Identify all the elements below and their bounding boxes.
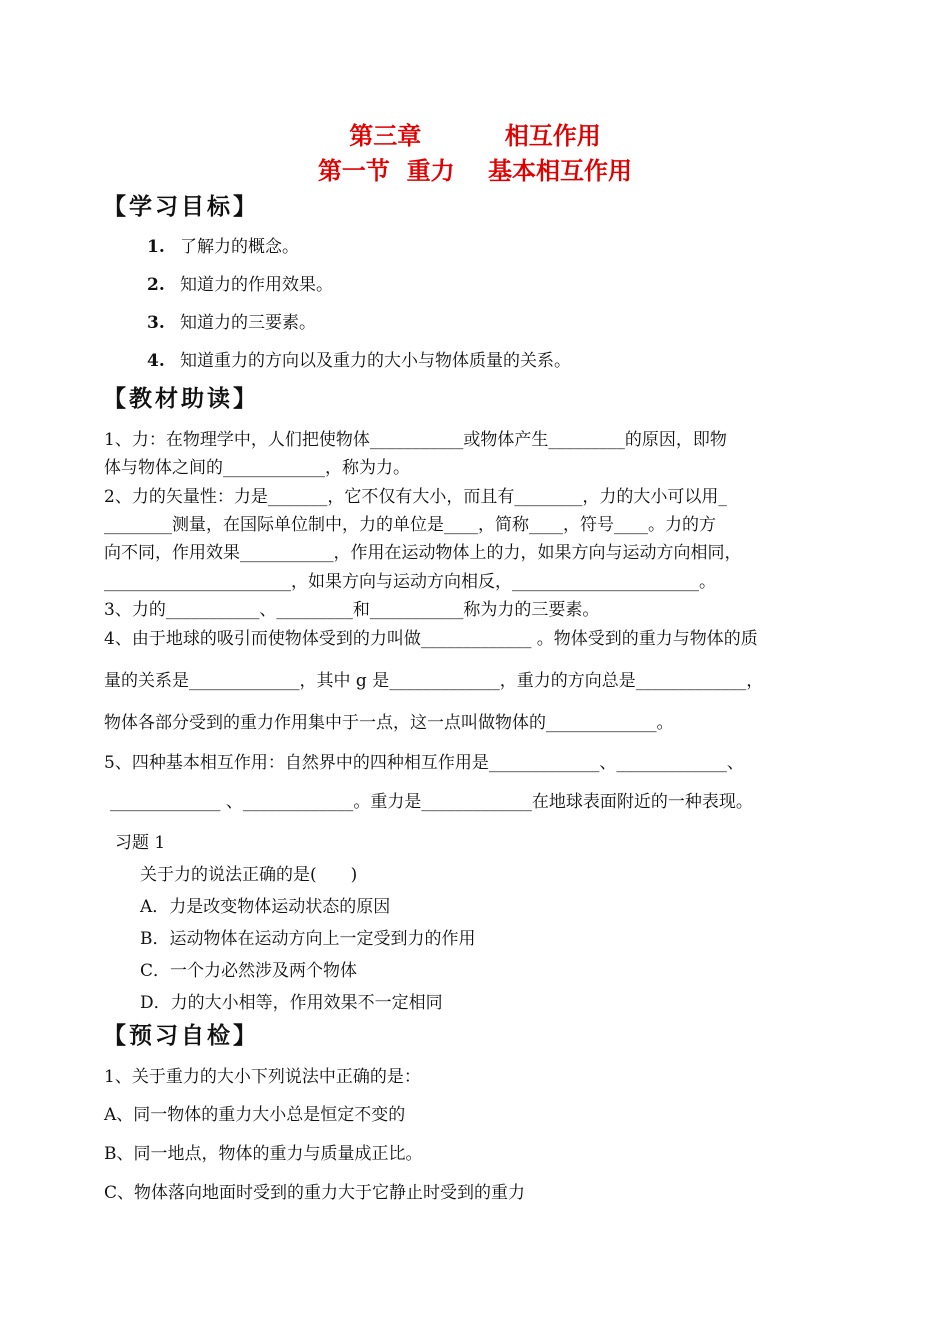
selfcheck-line: B、同一地点，物体的重力与质量成正比。 [104, 1144, 423, 1164]
heading-reading: 【教材助读】 [103, 385, 259, 412]
reading-line: 1、力：在物理学中，人们把使物体___________或物体产生_________的原因，即物 [104, 430, 727, 450]
reading-line: 向不同，作用效果___________，作用在运动物体上的力，如果方向与运动方向相同， [104, 543, 742, 563]
reading-line: _____________ 、_____________。重力是_____________在地球表面附近的一种表现。 [110, 792, 753, 812]
exercise-option-a: A．力是改变物体运动状态的原因 [140, 897, 391, 917]
exercise-label: 习题 1 [115, 833, 166, 853]
heading-objectives: 【学习目标】 [103, 193, 259, 220]
reading-line: 5、四种基本相互作用：自然界中的四种相互作用是_____________、_____________、 [104, 753, 744, 773]
reading-line: 2、力的矢量性：力是_______，它不仅有大小，而且有________，力的大小可以用_ [104, 487, 727, 507]
heading-selfcheck: 【预习自检】 [103, 1022, 259, 1049]
section-title: 第一节 重力 基本相互作用 [317, 156, 633, 185]
reading-line: ________测量，在国际单位制中，力的单位是____，简称____，符号____。力的方 [104, 515, 716, 535]
objective-number: 3. [147, 313, 165, 333]
chapter-title: 第三章 相互作用 [349, 121, 601, 150]
selfcheck-line: 1、关于重力的大小下列说法中正确的是： [104, 1067, 421, 1087]
reading-line: 3、力的___________、_________和___________称为力的三要素。 [104, 600, 600, 620]
reading-line: 物体各部分受到的重力作用集中于一点，这一点叫做物体的_____________。 [104, 713, 674, 733]
exercise-option-b: B．运动物体在运动方向上一定受到力的作用 [140, 929, 476, 949]
objective-number: 4. [147, 351, 165, 371]
reading-line: 4、由于地球的吸引而使物体受到的力叫做_____________ 。物体受到的重力与物体的质 [104, 629, 758, 649]
objective-text: 了解力的概念。 [180, 237, 299, 257]
selfcheck-line: A、同一物体的重力大小总是恒定不变的 [104, 1105, 406, 1125]
objective-number: 1. [147, 237, 165, 257]
exercise-option-d: D．力的大小相等，作用效果不一定相同 [140, 993, 443, 1013]
objective-item [147, 308, 316, 333]
reading-line: 量的关系是_____________，其中 g 是_____________，重力的方向总是_____________， [104, 671, 764, 691]
reading-line: ______________________，如果方向与运动方向相反，______________________。 [104, 572, 716, 592]
objective-text: 知道力的三要素。 [180, 313, 316, 333]
objective-text: 知道力的作用效果。 [180, 275, 333, 295]
objective-number: 2. [147, 275, 165, 295]
objective-text: 知道重力的方向以及重力的大小与物体质量的关系。 [180, 351, 571, 371]
objective-item [147, 346, 571, 371]
exercise-question: 关于力的说法正确的是( ) [140, 865, 358, 885]
exercise-option-c: C．一个力必然涉及两个物体 [140, 961, 358, 981]
objective-item [147, 270, 333, 295]
reading-line: 体与物体之间的____________，称为力。 [104, 458, 410, 478]
selfcheck-line: C、物体落向地面时受到的重力大于它静止时受到的重力 [104, 1183, 526, 1203]
objective-item [147, 232, 299, 257]
